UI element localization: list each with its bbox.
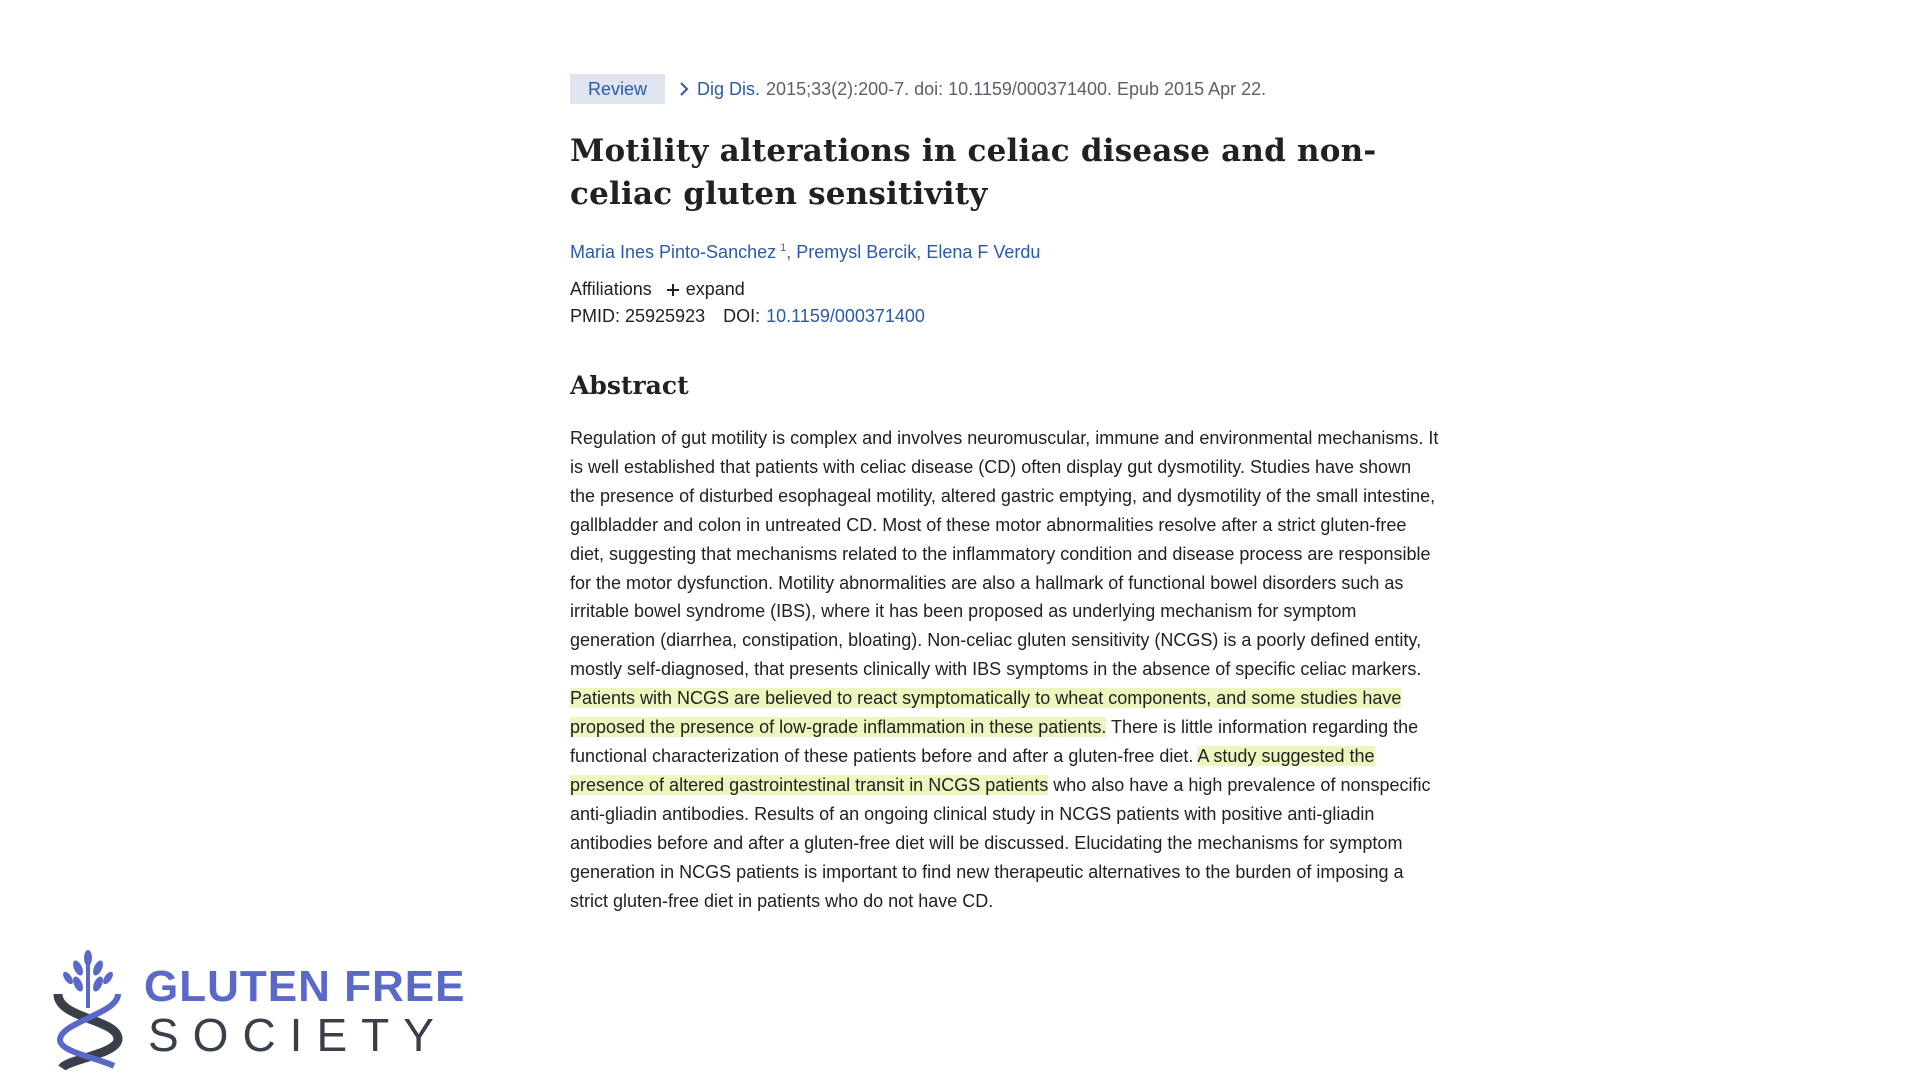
author-link[interactable]: Premysl Bercik (796, 242, 917, 262)
abstract-part: Regulation of gut motility is complex and involves neuromuscular, immune and environmental mechanisms. It is well established that patients with celiac disease (CD) often display gut dysmotility. Studies have shown the presence of disturbed esophageal motility, altered gastric emptying, and dysmotility of the small intestine, gallbladder and colon in untreated CD. Most of these motor abnormalities resolve after a strict gluten-free diet, suggesting that mechanisms related to the inflammatory condition and disease process are responsible for the motor dysfunction. Motility abnormalities are also a hallmark of functional bowel disorders such as irritable bowel syndrome (IBS), where it has been proposed as underlying mechanism for symptom generation (diarrhea, constipation, bloating). Non-celiac gluten sensitivity (NCGS) is a poorly defined entity, mostly self-diagnosed, that presents clinically with IBS symptoms in the absence of specific celiac markers. (570, 428, 1439, 680)
affiliations-label: Affiliations (570, 279, 652, 299)
expand-label: expand (685, 279, 745, 299)
logo-text-top: GLUTEN FREE (144, 962, 466, 1011)
doi-link[interactable]: 10.1159/000371400 (766, 306, 925, 326)
highlighted-text: A study suggested the presence of altered gastrointestinal transit in NCGS patients (570, 745, 1375, 795)
citation-text: 2015;33(2):200-7. doi: 10.1159/000371400. Epub 2015 Apr 22. (766, 78, 1267, 99)
abstract-part: There is little information regarding the functional characterization of these patients before and after a gluten-free diet. (570, 717, 1419, 766)
author-link[interactable]: Elena F Verdu (926, 242, 1041, 262)
identifiers-row (570, 306, 1440, 327)
review-badge: Review (570, 74, 665, 104)
author-separator: , (786, 242, 792, 262)
author-list (570, 242, 1440, 263)
affiliation-sup[interactable]: 1 (780, 242, 787, 254)
author-separator: , (916, 242, 922, 262)
affiliations-row (570, 279, 1440, 300)
pmid: PMID: 25925923 (570, 306, 706, 326)
doi-label: DOI: (723, 306, 761, 326)
citation-row (570, 74, 1440, 104)
chevron-right-icon (677, 82, 691, 96)
wheat-dna-icon (48, 944, 128, 1070)
logo-text-bottom: SOCIETY (148, 1009, 448, 1061)
abstract-text (570, 424, 1440, 915)
article-title: Motility alterations in celiac disease and non-celiac gluten sensitivity (570, 133, 1377, 212)
highlighted-text: Patients with NCGS are believed to react symptomatically to wheat components, and some studies have proposed the presence of low-grade inflammation in these patients. (570, 688, 1402, 738)
expand-affiliations-button[interactable] (666, 279, 745, 300)
author-link[interactable]: Maria Ines Pinto-Sanchez (570, 242, 777, 262)
abstract-heading: Abstract (570, 371, 689, 400)
abstract-part: who also have a high prevalence of nonspecific anti-gliadin antibodies. Results of an ongoing clinical study in NCGS patients with positive anti-gliadin antibodies before and after a gluten-free diet will be discussed. Elucidating the mechanisms for symptom generation in NCGS patients is important to find new therapeutic alternatives to the burden of imposing a strict gluten-free diet in patients who do not have CD. (570, 774, 1431, 911)
gluten-free-society-logo (48, 944, 488, 1074)
plus-icon (666, 283, 680, 297)
article (570, 74, 1440, 915)
journal-link[interactable]: Dig Dis. (697, 78, 761, 99)
